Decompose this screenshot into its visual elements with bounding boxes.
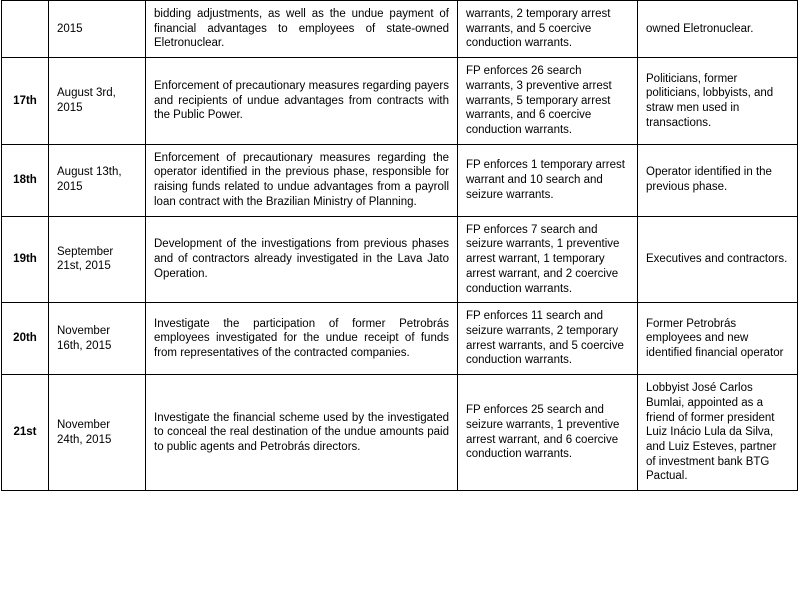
cell-objective: Enforcement of precautionary measures regarding payers and recipients of undue advantages from contracts with the Public Power. bbox=[146, 58, 458, 145]
cell-objective: Investigate the participation of former Petrobrás employees investigated for the undue receipt of funds from representatives of the contracted companies. bbox=[146, 303, 458, 375]
cell-targets: Executives and contractors. bbox=[638, 216, 798, 303]
cell-result: FP enforces 1 temporary arrest warrant and 10 search and seizure warrants. bbox=[458, 144, 638, 216]
cell-result: FP enforces 11 search and seizure warrants, 2 temporary arrest warrants, and 5 coercive conduction warrants. bbox=[458, 303, 638, 375]
table-row bbox=[2, 1, 798, 58]
cell-phase: 20th bbox=[2, 303, 49, 375]
cell-objective: Development of the investigations from previous phases and of contractors already investigated in the Lava Jato Operation. bbox=[146, 216, 458, 303]
cell-phase: 21st bbox=[2, 375, 49, 491]
cell-date: August 3rd, 2015 bbox=[49, 58, 146, 145]
cell-phase bbox=[2, 1, 49, 58]
cell-date: August 13th, 2015 bbox=[49, 144, 146, 216]
cell-objective: Investigate the financial scheme used by the investigated to conceal the real destination of the undue amounts paid to public agents and Petrobrás directors. bbox=[146, 375, 458, 491]
cell-targets: Politicians, former politicians, lobbyists, and straw men used in transactions. bbox=[638, 58, 798, 145]
operation-phases-table bbox=[1, 0, 798, 491]
cell-targets: Lobbyist José Carlos Bumlai, appointed as a friend of former president Luiz Inácio Lula da Silva, and Luiz Esteves, partner of investment bank BTG Pactual. bbox=[638, 375, 798, 491]
table-row bbox=[2, 375, 798, 491]
cell-result: warrants, 2 temporary arrest warrants, and 5 coercive conduction warrants. bbox=[458, 1, 638, 58]
cell-result: FP enforces 25 search and seizure warrants, 1 preventive arrest warrant, and 6 coercive conduction warrants. bbox=[458, 375, 638, 491]
cell-phase: 17th bbox=[2, 58, 49, 145]
cell-objective: bidding adjustments, as well as the undue payment of financial advantages to employees of state-owned Eletronuclear. bbox=[146, 1, 458, 58]
cell-objective: Enforcement of precautionary measures regarding the operator identified in the previous phase, responsible for raising funds related to undue advantages from a payroll loan contract with the Brazilian Ministry of Planning. bbox=[146, 144, 458, 216]
cell-targets: Operator identified in the previous phase. bbox=[638, 144, 798, 216]
table-row bbox=[2, 216, 798, 303]
cell-phase: 18th bbox=[2, 144, 49, 216]
table-row bbox=[2, 58, 798, 145]
table-row bbox=[2, 144, 798, 216]
cell-date: November 16th, 2015 bbox=[49, 303, 146, 375]
table-body bbox=[2, 1, 798, 491]
cell-targets: owned Eletronuclear. bbox=[638, 1, 798, 58]
cell-result: FP enforces 7 search and seizure warrants, 1 preventive arrest warrant, 1 temporary arrest warrant, and 2 coercive conduction warrants. bbox=[458, 216, 638, 303]
cell-date: November 24th, 2015 bbox=[49, 375, 146, 491]
cell-date: 2015 bbox=[49, 1, 146, 58]
cell-result: FP enforces 26 search warrants, 3 preventive arrest warrants, 5 temporary arrest warrants, and 6 coercive conduction warrants. bbox=[458, 58, 638, 145]
cell-date: September 21st, 2015 bbox=[49, 216, 146, 303]
cell-targets: Former Petrobrás employees and new identified financial operator bbox=[638, 303, 798, 375]
table-row bbox=[2, 303, 798, 375]
cell-phase: 19th bbox=[2, 216, 49, 303]
